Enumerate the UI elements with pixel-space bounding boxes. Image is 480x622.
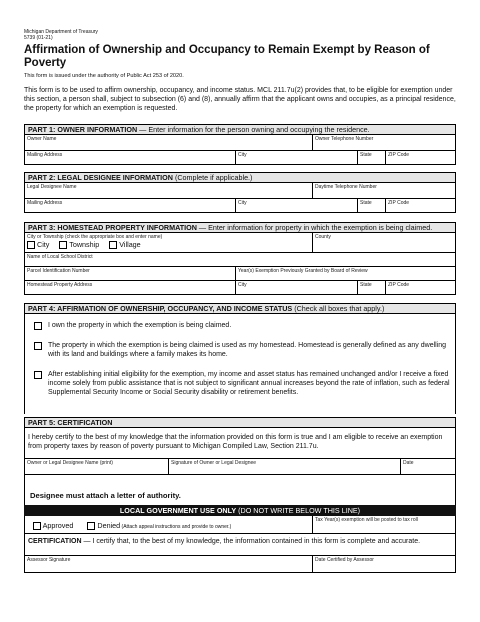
property-address-row (24, 281, 456, 295)
denied-label: Denied (97, 521, 121, 530)
owner-mailing-row (24, 151, 456, 165)
designee-state-field[interactable]: State (357, 199, 385, 212)
city-checkbox[interactable] (27, 241, 35, 249)
owner-zip-field[interactable]: ZIP Code (385, 151, 455, 164)
owner-city-field[interactable]: City (235, 151, 357, 164)
owner-signature-field[interactable]: Signature of Owner or Legal Designee (168, 459, 400, 474)
city-option-label: City (37, 240, 50, 249)
income-status-text: After establishing initial eligibility for the exemption, my income and asset status has remained unchanged and/or I receive a fixed income solely from public assistance that is not subject to significant annual increases beyond the rate of inflation, such as federal Supplemental Security Income or Social Security disability or retirement benefits. (48, 371, 450, 396)
part4-header: PART 4: AFFIRMATION OF OWNERSHIP, OCCUPANCY, AND INCOME STATUS (Check all boxes that apply.) (24, 303, 456, 314)
denied-note: (Attach appeal instructions and provide to owner.) (120, 524, 232, 530)
parcel-number-field[interactable]: Parcel Identification Number (27, 268, 90, 274)
homestead-text: The property in which the exemption is being claimed is used as my homestead. Homestead is generally defined as any dwelling with its land and buildings where a family makes its home. (48, 342, 447, 358)
certification-text: I hereby certify to the best of my knowledge that the information provided on this form is true and I am eligible to receive an exemption from property taxes by reason of poverty pursuant to Michigan Compiled Law, Section 211.7u. (28, 434, 443, 450)
designee-phone-field[interactable]: Daytime Telephone Number (312, 183, 455, 198)
owner-name-field[interactable]: Owner Name (27, 136, 57, 142)
property-zip-field[interactable]: ZIP Code (385, 281, 455, 294)
property-state-field[interactable]: State (357, 281, 385, 294)
homestead-checkbox[interactable] (34, 342, 42, 350)
own-property-text: I own the property in which the exemption is being claimed. (48, 322, 232, 329)
years-granted-field[interactable]: Year(s) Exemption Previously Granted by Board of Review (235, 267, 455, 280)
part2-header: PART 2: LEGAL DESIGNEE INFORMATION (Complete if applicable.) (24, 172, 456, 183)
form-number: 5739 (01-21) (24, 35, 53, 41)
school-district-field[interactable]: Name of Local School District (27, 254, 93, 260)
tax-year-field[interactable]: Tax Year(s) exemption will be posted to tax roll (312, 516, 455, 533)
owner-print-name-field[interactable]: Owner or Legal Designee Name (print) (27, 460, 113, 466)
designee-note: Designee must attach a letter of authority. (30, 491, 181, 500)
intro-text: This form is to be used to affirm ownership, occupancy, and income status. MCL 211.7u(2) provides that, to be eligible for exemption under this section, a person shall, subject to subsection (6) and (8), annually affirm that the applicant owns and occupies, as a principal residence, the property for which an exemption is requested. (24, 87, 456, 112)
form-title: Affirmation of Ownership and Occupancy to Remain Exempt by Reason of Poverty (24, 44, 430, 69)
township-option-label: Township (69, 240, 100, 249)
part1-header: PART 1: OWNER INFORMATION — Enter information for the person owning and occupying the residence. (24, 124, 456, 135)
designee-name-field[interactable]: Legal Designee Name (27, 184, 77, 190)
designee-mailing-row (24, 199, 456, 213)
assessor-row (24, 555, 456, 573)
date-certified-field[interactable]: Date Certified by Assessor (312, 556, 455, 572)
own-property-checkbox[interactable] (34, 322, 42, 330)
property-address-field[interactable]: Homestead Property Address (27, 282, 93, 288)
city-township-label: City or Township (check the appropriate box and enter name) (27, 234, 163, 240)
authority-note: This form is issued under the authority of Public Act 253 of 2020. (24, 73, 184, 79)
approved-label: Approved (42, 521, 74, 530)
gov-header: LOCAL GOVERNMENT USE ONLY (DO NOT WRITE BELOW THIS LINE) (24, 505, 456, 516)
municipality-row (24, 233, 456, 253)
property-city-field[interactable]: City (235, 281, 357, 294)
township-checkbox[interactable] (59, 241, 67, 249)
owner-mailing-address-field[interactable]: Mailing Address (27, 152, 63, 158)
designee-city-field[interactable]: City (235, 199, 357, 212)
designee-mailing-address-field[interactable]: Mailing Address (27, 200, 63, 206)
agency-name: Michigan Department of Treasury (24, 29, 98, 35)
decision-field (25, 516, 312, 533)
school-district-row (24, 253, 456, 267)
part5-header: PART 5: CERTIFICATION (24, 417, 456, 428)
gov-certification-text: CERTIFICATION — I certify that, to the best of my knowledge, the information contained in this form is complete and accurate. (28, 538, 421, 545)
designee-name-row (24, 183, 456, 199)
approved-checkbox[interactable] (33, 522, 41, 530)
income-status-checkbox[interactable] (34, 371, 42, 379)
owner-phone-field[interactable]: Owner Telephone Number (312, 135, 455, 150)
denied-checkbox[interactable] (87, 522, 95, 530)
county-field[interactable]: County (312, 233, 455, 252)
parcel-row (24, 267, 456, 281)
city-township-field (25, 233, 312, 252)
designee-zip-field[interactable]: ZIP Code (385, 199, 455, 212)
owner-state-field[interactable]: State (357, 151, 385, 164)
owner-date-field[interactable]: Date (400, 459, 455, 474)
assessor-signature-field[interactable]: Assessor Signature (27, 557, 71, 563)
gov-decision-row (24, 516, 456, 534)
village-checkbox[interactable] (109, 241, 117, 249)
part3-header: PART 3: HOMESTEAD PROPERTY INFORMATION — Enter information for property in which the exemption is being claimed. (24, 222, 456, 233)
designee-note-area (24, 475, 456, 505)
village-option-label: Village (119, 240, 141, 249)
signature-row (24, 458, 456, 475)
owner-name-row (24, 135, 456, 151)
